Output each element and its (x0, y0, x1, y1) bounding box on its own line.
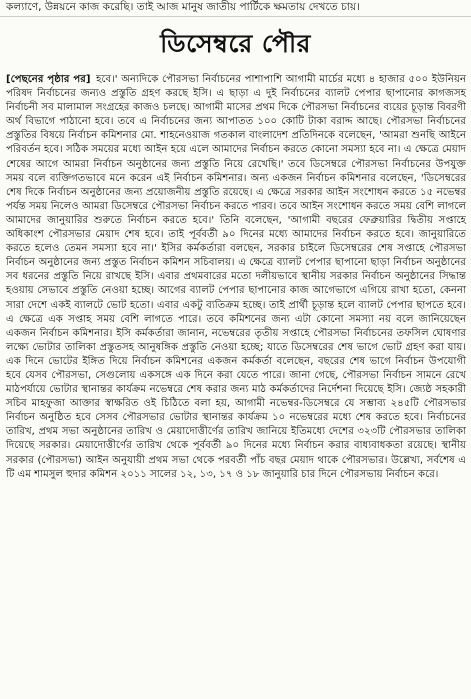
article-paragraph (6, 73, 466, 482)
previous-article-fragment: কল্যাণে, উন্নয়নে কাজ করেছি। তাই আজ মানুষ জাতীয় পার্টিকে ক্ষমতায় দেখতে চায়। (0, 0, 471, 17)
article-headline: ডিসেম্বরে পৌর (160, 29, 311, 58)
article-text: হবে।' অন্যদিকে পৌরসভা নির্বাচনের পাশাপাশি আগামী মার্চের মধ্যে ৪ হাজার ৫০০ ইউনিয়ন পরিষদ নির্বাচনের জন্যও প্রস্তুতি গ্রহণ করছে ইসি। এ ছাড়া এ দুই নির্বাচনের ব্যালট পেপার ছাপানোর কাগজসহ নির্বাচনী সব মালামাল সংগ্রহের কাজও চলছে। আগামী মাসের প্রথম দিকে পৌরসভা নির্বাচনের ব্যয়ের চূড়ান্ত বিবরণী অর্থ বিভাগে পাঠানো হবে। তবে এ নির্বাচনের জন্য আপাতত ১০০ কোটি টাকা বরাদ্দ আছে। পৌরসভা নির্বাচনের প্রস্তুতির বিষয়ে নির্বাচন কমিশনার মো. শাহনেওয়াজ গতকাল বাংলাদেশ প্রতিদিনকে বলেছেন, 'আমরা শুনছি আইনে পরিবর্তন হবে। সঠিক সময়ের মধ্যে আইন হয়ে এলে আমাদের নির্বাচন করতে কোনো সমস্যা হবে না। এ ক্ষেত্রে মেয়াদ শেষের আগে আমরা নির্বাচন অনুষ্ঠানের জন্য প্রস্তুতি নিয়ে রেখেছি।' তবে ডিসেম্বরে পৌরসভা নির্বাচনের উপযুক্ত সময় বলে ব্যক্তিগতভাবে মনে করেন এই নির্বাচন কমিশনার। অন্য একজন নির্বাচন কমিশনার বলেছেন, 'ডিসেম্বরের শেষ দিকে নির্বাচন অনুষ্ঠানের জন্য প্রয়োজনীয় প্রস্তুতি রয়েছে। এ ক্ষেত্রে সরকার আইন সংশোধন করতে ১৫ নভেম্বর পর্যন্ত সময় নিলেও আমরা ডিসেম্বরে পৌরসভা নির্বাচন করতে পারব। তবে আইন সংশোধন করতে সময় বেশি লাগলে আমাদের জানুয়ারির শুরুতে নির্বাচন করতে হবে।' তিনি বলেছেন, 'আগামী বছরের ফেব্রুয়ারির দ্বিতীয় সপ্তাহে অধিকাংশ পৌরসভার মেয়াদ শেষ হবে। তাই পূর্ববর্তী ৯০ দিনের মধ্যে আমাদের নির্বাচন করতে হবে। জানুয়ারিতে করতে হলেও তেমন সমস্যা হবে না।' ইসির কর্মকর্তারা বলছেন, সরকার চাইলে ডিসেম্বরের শেষ সপ্তাহে পৌরসভা নির্বাচন অনুষ্ঠানের জন্য প্রস্তুত নির্বাচন কমিশন সচিবালয়। এ ক্ষেত্রে ব্যালট পেপার ছাপানো ছাড়া নির্বাচন অনুষ্ঠানের সব ধরনের প্রস্তুতি নিয়ে রাখছে ইসি। এবার প্রথমবারের মতো দলীয়ভাবে স্থানীয় সরকার নির্বাচন অনুষ্ঠানের সিদ্ধান্ত হওয়ায় সেভাবে প্রস্তুতি নেওয়া হচ্ছে। আগের ব্যালট পেপার ছাপানোর কাজ আগেভাগে এগিয়ে রাখা হতো, কেননা সারা দেশে একই ব্যালটে ভোট হতো। এবার একটু ব্যতিক্রম হচ্ছে। তাই প্রার্থী চূড়ান্ত হলে ব্যালট পেপার ছাপতে হবে। এ ক্ষেত্রে এক সপ্তাহ সময় বেশি লাগতে পারে। তবে কমিশনের জন্য এটা কোনো সমস্যা নয় বলে জানিয়েছেন একজন নির্বাচন কমিশনার। ইসি কর্মকর্তারা জানান, নভেম্বরের তৃতীয় সপ্তাহে পৌরসভা নির্বাচনের তফসিল ঘোষণার লক্ষ্যে ভোটার তালিকা প্রস্তুতসহ আনুষঙ্গিক প্রস্তুতি নেওয়া হচ্ছে; যাতে ডিসেম্বরের শেষ ভাগে ভোট গ্রহণ করা যায়। এক দিনে ভোটের ইঙ্গিত দিয়ে নির্বাচন কমিশনের একজন কর্মকর্তা বলেছেন, বছরের শেষ ভাগে নির্বাচন উপযোগী হবে যেসব পৌরসভা, সেগুলোয় একসঙ্গে এক দিনে করা যেতে পারে। জানা গেছে, পৌরসভা নির্বাচন সামনে রেখে মাঠপর্যায়ে ভোটার স্থানান্তর কার্যক্রম নভেম্বরে শেষ করার জন্য মাঠ কর্মকর্তাদের নির্দেশনা দিয়েছে ইসি। জ্যেষ্ঠ সহকারী সচিব মাহফুজা আক্তার স্বাক্ষরিত ওই চিঠিতে বলা হয়, আগামী নভেম্বর-ডিসেম্বরে যে সম্ভাব্য ২৪৫টি পৌরসভার নির্বাচন অনুষ্ঠিত হবে সেসব পৌরসভার ভোটার স্থানান্তর কার্যক্রম ১০ নভেম্বরের মধ্যে শেষ করতে হবে। নির্বাচনের তারিখ, প্রথম সভা অনুষ্ঠানের তারিখ ও মেয়াদোত্তীর্ণের তারিখ জানিয়ে ইতিমধ্যে দেশের ৩২৩টি পৌরসভার তালিকা দিয়েছে সরকার। মেয়াদোত্তীর্ণের তারিখ থেকে পূর্ববর্তী ৯০ দিনের মধ্যে নির্বাচন করার বাধ্যবাধকতা রয়েছে। স্থানীয় সরকার (পৌরসভা) আইন অনুযায়ী প্রথম সভা থেকে পরবর্তী পাঁচ বছর মেয়াদ থাকে পৌরসভার। উল্লেখ্য, সর্বশেষ এ টি এম শামসুল হুদার কমিশন ২০১১ সালের ১২, ১৩, ১৭ ও ১৮ জানুয়ারি চার দিনে পৌরসভায় নির্বাচন করে। (6, 74, 466, 480)
continued-from-back-page-label: [পেছনের পৃষ্ঠার পর] (6, 74, 91, 85)
article-body (0, 73, 471, 482)
